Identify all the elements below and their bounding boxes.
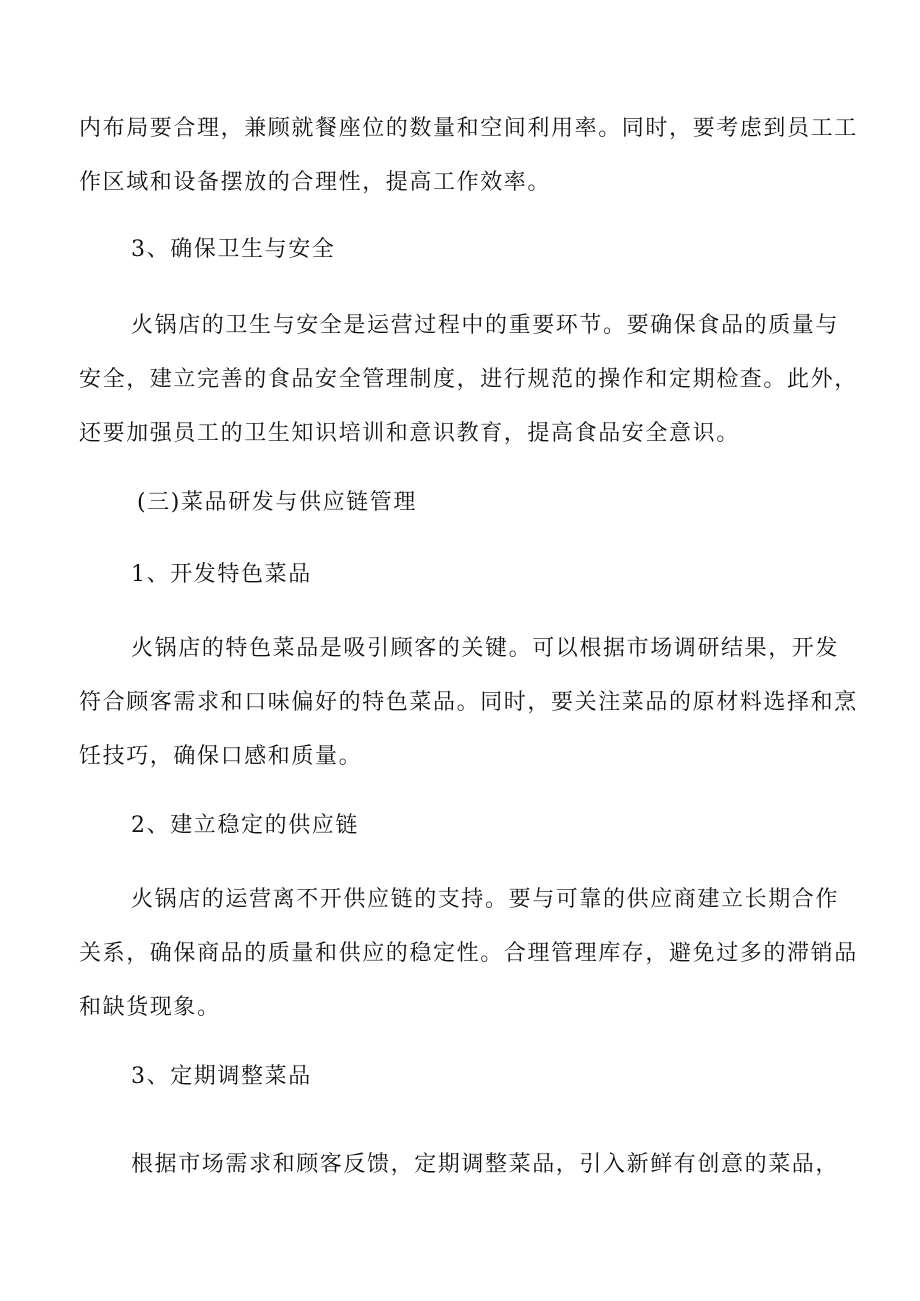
paragraph-line: 火锅店的特色菜品是吸引顾客的关键。可以根据市场调研结果，开发	[131, 636, 840, 661]
paragraph-line: 符合顾客需求和口味偏好的特色菜品。同时，要关注菜品的原材料选择和烹	[79, 690, 858, 715]
paragraph-line: 内布局要合理，兼顾就餐座位的数量和空间利用率。同时，要考虑到员工工	[79, 116, 858, 141]
paragraph-line: 和缺货现象。	[79, 995, 221, 1020]
paragraph-line: 安全，建立完善的食品安全管理制度，进行规范的操作和定期检查。此外，	[79, 367, 858, 392]
paragraph-line: 关系，确保商品的质量和供应的稳定性。合理管理库存，避免过多的滞销品	[79, 941, 858, 966]
heading-adjust-dishes: 3、定期调整菜品	[131, 1064, 312, 1089]
paragraph-line: 根据市场需求和顾客反馈，定期调整菜品，引入新鲜有创意的菜品，	[131, 1152, 840, 1177]
paragraph-line: 火锅店的运营离不开供应链的支持。要与可靠的供应商建立长期合作	[131, 887, 840, 912]
paragraph-line: 还要加强员工的卫生知识培训和意识教育，提高食品安全意识。	[79, 421, 740, 446]
paragraph-line: 饪技巧，确保口感和质量。	[79, 744, 363, 769]
heading-hygiene-safety: 3、确保卫生与安全	[131, 237, 336, 262]
heading-supply-chain: 2、建立稳定的供应链	[131, 813, 359, 838]
paragraph-line: 火锅店的卫生与安全是运营过程中的重要环节。要确保食品的质量与	[131, 313, 840, 338]
heading-develop-dishes: 1、开发特色菜品	[131, 562, 312, 587]
paragraph-line: 作区域和设备摆放的合理性，提高工作效率。	[79, 170, 552, 195]
section-heading: (三)菜品研发与供应链管理	[137, 490, 417, 515]
